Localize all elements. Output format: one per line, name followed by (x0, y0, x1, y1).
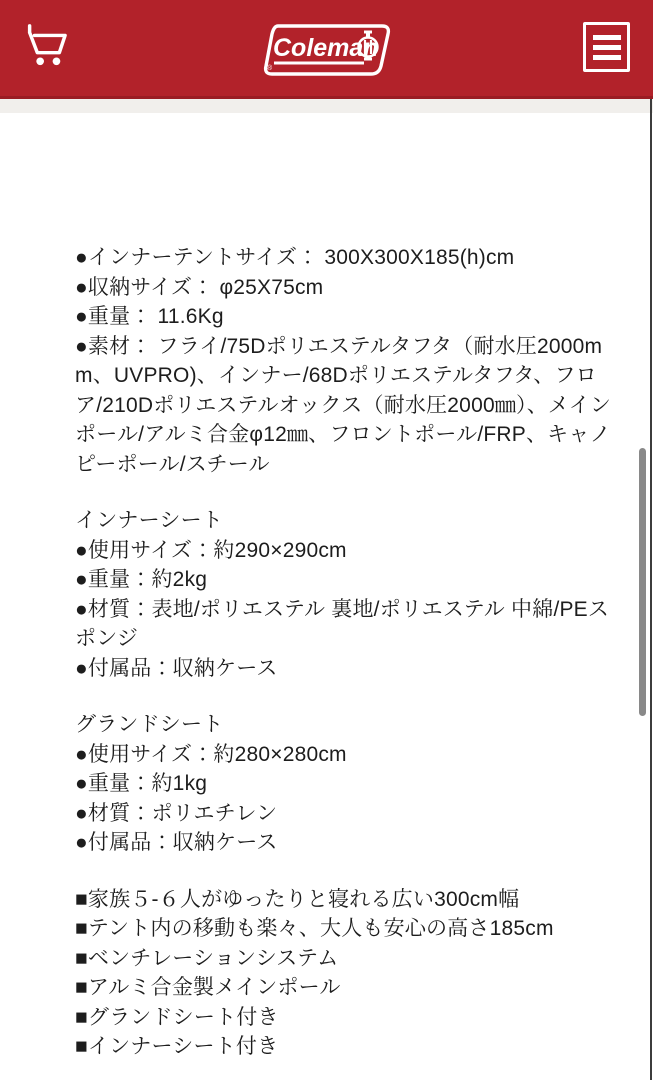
text-line: ●インナーテントサイズ： 300X300X185(h)cm (75, 246, 515, 269)
hamburger-icon-bar (593, 35, 621, 40)
cart-button[interactable] (14, 14, 74, 76)
logo-wordmark: Coleman (272, 34, 379, 62)
text-line: ■ベンチレーションシステム (75, 946, 339, 970)
menu-button[interactable] (583, 22, 630, 72)
coleman-logo[interactable] (261, 22, 393, 78)
app-header (0, 0, 653, 99)
text-line: ●収納サイズ： φ25X75cm (75, 275, 324, 299)
section-features (75, 885, 595, 1062)
text-line: ■家族５-６人がゆったりと寝れる広い300cm幅 (75, 887, 520, 911)
logo-registered: ® (266, 65, 272, 72)
text-line: ■アルミ合金製メインポール (75, 976, 341, 999)
text-line: ピーポール/スチール (75, 452, 270, 476)
text-line: インナーシート (75, 509, 223, 532)
text-line: ●素材： フライ/75Dポリエステルタフタ（耐水圧2000m (75, 334, 603, 358)
text-line: ●付属品：収納ケース (75, 656, 278, 680)
text-line: ポール/アルミ合金φ12㎜、フロントポール/FRP、キャノ (75, 423, 611, 446)
subheader-strip (0, 99, 653, 113)
text-line: ●重量： 11.6Kg (75, 305, 224, 328)
text-line: ■インナーシート付き (75, 1035, 279, 1058)
text-line: ア/210Dポリエステルオックス（耐水圧2000㎜）、メイン (75, 393, 612, 417)
section-tent-specs (75, 243, 612, 479)
text-line: ●重量：約2kg (75, 568, 208, 591)
text-line: ●使用サイズ：約280×280cm (75, 742, 347, 766)
text-line: ●材質：表地/ポリエステル 裏地/ポリエステル 中綿/PEス (75, 597, 610, 621)
hamburger-icon-bar (593, 55, 621, 60)
section-ground-sheet (75, 710, 595, 858)
text-line: ●付属品：収納ケース (75, 831, 278, 854)
section-inner-sheet (75, 506, 610, 683)
scrollbar-thumb[interactable] (639, 448, 646, 716)
hamburger-icon-bar (593, 45, 621, 50)
product-description (0, 113, 653, 1062)
text-line: ポンジ (75, 627, 139, 650)
shopping-cart-icon (21, 21, 67, 69)
text-line: ■グランドシート付き (75, 1005, 279, 1029)
text-line: ■テント内の移動も楽々、大人も安心の高さ185cm (75, 917, 554, 940)
text-line: ●使用サイズ：約290×290cm (75, 538, 347, 562)
text-line: m、UVPRO)、インナー/68Dポリエステルタフタ、フロ (75, 364, 597, 387)
text-line: グランドシート (75, 713, 224, 736)
window-edge-line (650, 99, 652, 1080)
text-line: ●材質：ポリエチレン (75, 801, 278, 825)
text-line: ●重量：約1kg (75, 772, 208, 795)
